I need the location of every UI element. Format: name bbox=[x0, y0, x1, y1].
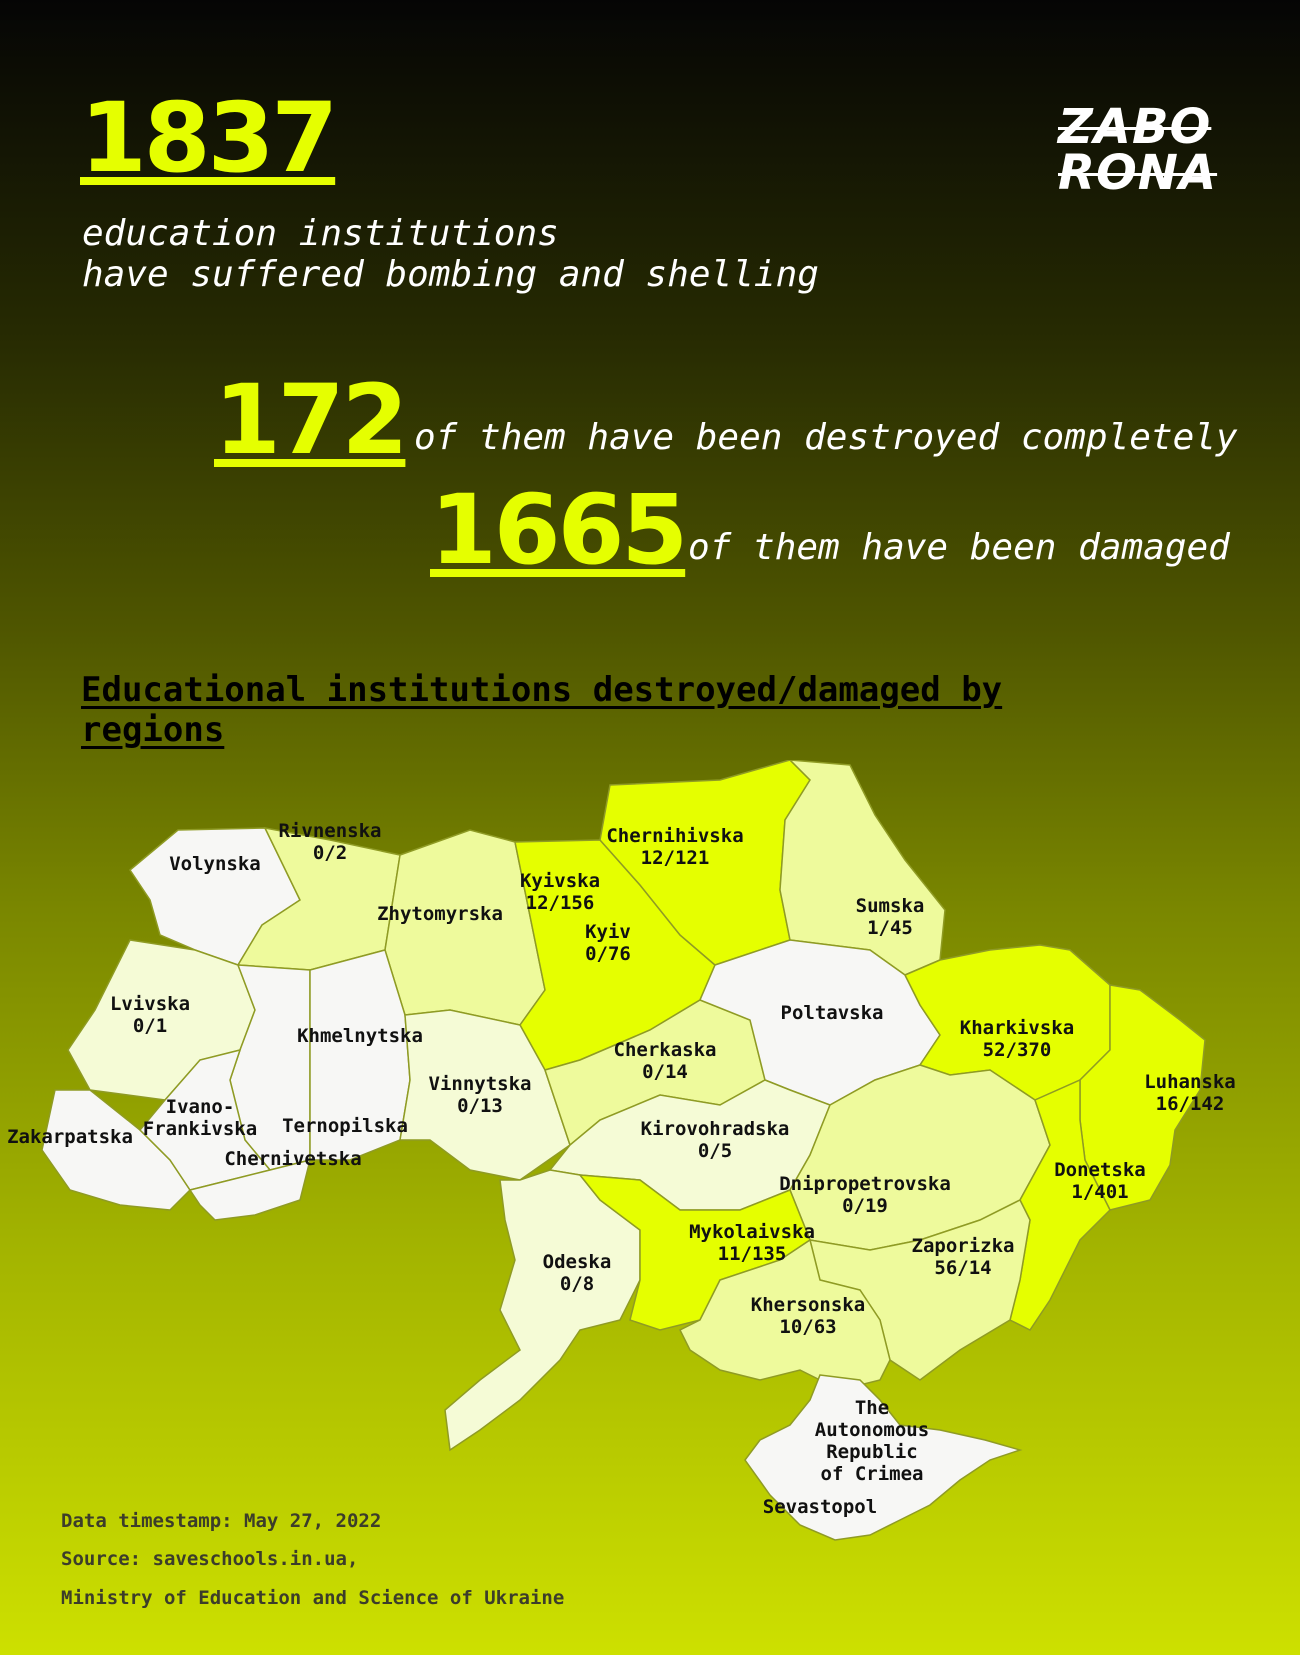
region-name: Zakarpatska bbox=[7, 1126, 133, 1148]
total-count: 1837 bbox=[80, 82, 336, 194]
region-name: Sevastopol bbox=[762, 1496, 878, 1518]
region-name: Kharkivska bbox=[959, 1017, 1075, 1039]
region-name: Rivnenska bbox=[278, 820, 382, 842]
region-name: Chernivetska bbox=[224, 1148, 362, 1170]
region-value: 0/1 bbox=[132, 1015, 168, 1037]
region-value: 10/63 bbox=[779, 1316, 837, 1338]
region-value: 56/14 bbox=[934, 1257, 992, 1279]
region-label bbox=[224, 1148, 361, 1170]
region-name: of Crimea bbox=[820, 1463, 924, 1485]
region-name: Zhytomyrska bbox=[377, 903, 503, 925]
region-name: Dnipropetrovska bbox=[779, 1173, 951, 1195]
region-value: 52/370 bbox=[982, 1039, 1052, 1061]
region-name: Lvivska bbox=[109, 993, 191, 1015]
region-value: 0/76 bbox=[585, 943, 631, 965]
region-name: Autonomous bbox=[814, 1419, 930, 1441]
region-name: Sumska bbox=[855, 895, 925, 917]
region-name: Chernihivska bbox=[606, 825, 744, 847]
region-name: The bbox=[854, 1397, 890, 1419]
damaged-caption: of them have been damaged bbox=[688, 527, 1230, 568]
total-caption: education institutions have suffered bombing and shelling bbox=[82, 213, 819, 295]
region-label bbox=[297, 1025, 423, 1047]
region-name: Vinnytska bbox=[428, 1073, 532, 1095]
region-value: 0/19 bbox=[842, 1195, 888, 1217]
region-label bbox=[520, 870, 600, 914]
region-value: 12/121 bbox=[640, 847, 710, 869]
region-value: 11/135 bbox=[717, 1243, 787, 1265]
ukraine-regions-map bbox=[0, 760, 1300, 1610]
region-label bbox=[7, 1126, 133, 1148]
region-label bbox=[282, 1115, 408, 1137]
region-value: 16/142 bbox=[1155, 1093, 1225, 1115]
region-name: Volynska bbox=[169, 853, 261, 875]
region-label bbox=[377, 903, 503, 925]
region-name: Donetska bbox=[1054, 1159, 1146, 1181]
region-name: Zaporizka bbox=[911, 1235, 1015, 1257]
region-value: 0/2 bbox=[312, 842, 348, 864]
region-value: 1/401 bbox=[1071, 1181, 1129, 1203]
data-ministry: Ministry of Education and Science of Ukraine bbox=[61, 1587, 565, 1609]
region-label bbox=[585, 921, 631, 965]
region-value: 0/5 bbox=[697, 1140, 733, 1162]
region-name: Kyiv bbox=[585, 921, 631, 943]
region-name: Republic bbox=[826, 1441, 918, 1463]
region-label bbox=[781, 1002, 884, 1024]
region-name: Kirovohradska bbox=[640, 1118, 790, 1140]
region-name: Frankivska bbox=[142, 1118, 258, 1140]
region-name: Ternopilska bbox=[282, 1115, 408, 1137]
region-label bbox=[1144, 1071, 1236, 1115]
region-name: Khmelnytska bbox=[297, 1025, 423, 1047]
destroyed-caption: of them have been destroyed completely bbox=[414, 417, 1238, 458]
region-name: Khersonska bbox=[750, 1294, 866, 1316]
region-name: Luhanska bbox=[1144, 1071, 1236, 1093]
data-source: Source: saveschools.in.ua, bbox=[61, 1548, 359, 1570]
region-name: Kyivska bbox=[519, 870, 601, 892]
region-odeska bbox=[445, 1170, 640, 1450]
data-timestamp: Data timestamp: May 27, 2022 bbox=[61, 1510, 382, 1532]
region-name: Poltavska bbox=[780, 1002, 884, 1024]
map-title: Educational institutions destroyed/damaged by regions bbox=[81, 670, 1003, 750]
region-value: 12/156 bbox=[525, 892, 595, 914]
region-value: 1/45 bbox=[867, 917, 913, 939]
region-value: 0/13 bbox=[457, 1095, 503, 1117]
region-value: 0/14 bbox=[642, 1061, 688, 1083]
region-value: 0/8 bbox=[559, 1273, 595, 1295]
region-label bbox=[169, 853, 261, 875]
region-name: Odeska bbox=[542, 1251, 612, 1273]
damaged-count: 1665 bbox=[430, 474, 686, 586]
region-name: Mykolaivska bbox=[689, 1221, 815, 1243]
zaborona-logo bbox=[1058, 99, 1218, 201]
logo-line2: RONA bbox=[1058, 145, 1218, 201]
destroyed-count: 172 bbox=[214, 364, 406, 476]
logo-line1: ZABO bbox=[1058, 99, 1212, 155]
region-name: Cherkaska bbox=[613, 1039, 717, 1061]
region-name: Ivano- bbox=[165, 1096, 235, 1118]
region-label bbox=[763, 1496, 877, 1518]
